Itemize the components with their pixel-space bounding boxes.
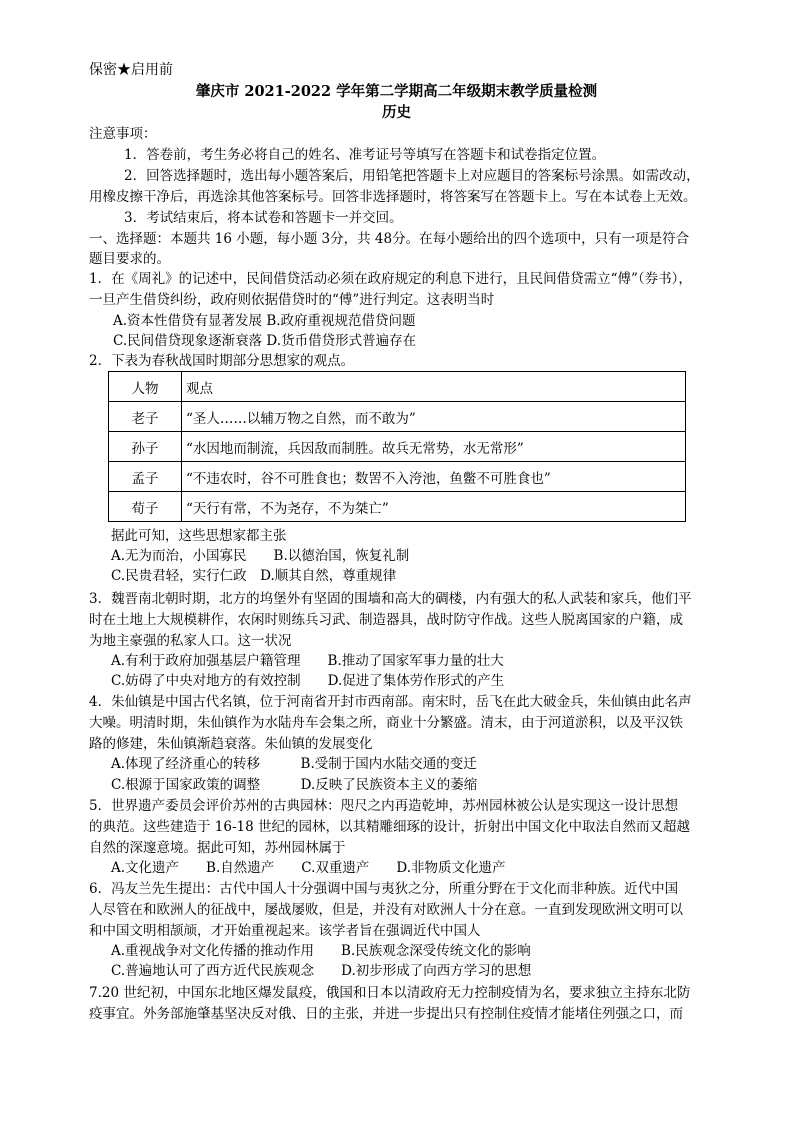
table-row bbox=[109, 402, 686, 432]
thinkers-table bbox=[108, 371, 686, 522]
q3-options-ab: A.有利于政府加强基层户籍管理 B.推动了国家军事力量的壮大 bbox=[111, 653, 504, 669]
q3-stem-line-3: 为地主豪强的私家人口。这一状况 bbox=[89, 633, 292, 649]
table-cell: 孟子 bbox=[109, 462, 182, 492]
table-cell: “不违农时，谷不可胜食也；数罟不入洿池，鱼鳖不可胜食也” bbox=[182, 462, 686, 492]
q4-options-ab: A.体现了经济重心的转移 B.受制于国内水陆交通的变迁 bbox=[111, 756, 477, 772]
q6-stem-line-1: 6．冯友兰先生提出：古代中国人十分强调中国与夷狄之分，所重分野在于文化而非种族。近代中国 bbox=[89, 881, 679, 897]
q3-stem-line-1: 3．魏晋南北朝时期，北方的坞堡外有坚固的围墙和高大的碉楼，内有强大的私人武装和家兵，他们平 bbox=[89, 591, 692, 607]
table-header-cell: 观点 bbox=[182, 372, 686, 402]
table-cell: 荀子 bbox=[109, 492, 182, 522]
q3-stem-line-2: 时在土地上大规模耕作，农闲时则练兵习武、制造器具，战时防守作战。这些人脱离国家的户籍，成 bbox=[89, 612, 683, 628]
q1-stem-line-1: 1．在《周礼》的记述中，民间借贷活动必须在政府规定的利息下进行，且民间借贷需立“傅”（券书）， bbox=[89, 271, 692, 287]
note-1: 1．答卷前，考生务必将自己的姓名、准考证号等填写在答题卡和试卷指定位置。 bbox=[124, 147, 606, 163]
q3-options-cd: C.妨碍了中央对地方的有效控制 D.促进了集体劳作形式的产生 bbox=[111, 673, 505, 689]
table-cell: 老子 bbox=[109, 402, 182, 432]
q1-options-ab: A.资本性借贷有显著发展 B.政府重视规范借贷问题 bbox=[113, 313, 416, 329]
confidential-mark: 保密★启用前 bbox=[89, 62, 173, 78]
exam-subject: 历史 bbox=[382, 104, 411, 121]
table-row bbox=[109, 432, 686, 462]
q4-stem-line-1: 4．朱仙镇是中国古代名镇，位于河南省开封市西南部。南宋时，岳飞在此大破金兵，朱仙镇由此名声 bbox=[89, 694, 692, 710]
q1-options-cd: C.民间借贷现象逐渐衰落 D.货币借贷形式普遍存在 bbox=[113, 333, 417, 349]
note-2-line-2: 用橡皮擦干净后，再选涂其他答案标号。回答非选择题时，将答案写在答题卡上。写在本试卷上无效。 bbox=[89, 189, 697, 205]
q2-options-cd: C.民贵君轻，实行仁政 D.顺其自然，尊重规律 bbox=[111, 568, 397, 584]
q2-options-ab: A.无为而治，小国寡民 B.以德治国，恢复礼制 bbox=[111, 548, 410, 564]
q4-stem-line-3: 路的修建，朱仙镇渐趋衰落。朱仙镇的发展变化 bbox=[89, 736, 373, 752]
table-header-row bbox=[109, 372, 686, 402]
q4-stem-line-2: 大噪。明清时期，朱仙镇作为水陆舟车会集之所，商业十分繁盛。清末，由于河道淤积，以及平汉铁 bbox=[89, 715, 683, 731]
table-cell: “天行有常，不为尧存，不为桀亡” bbox=[182, 492, 686, 522]
section-1-line-1: 一、选择题：本题共 16 小题，每小题 3分，共 48分。在每小题给出的四个选项中，只有一项是符合 bbox=[89, 231, 690, 247]
exam-title: 肇庆市 2021-2022 学年第二学期高二年级期末教学质量检测 bbox=[195, 83, 598, 100]
table-row bbox=[109, 492, 686, 522]
q6-options-ab: A.重视战争对文化传播的推动作用 B.民族观念深受传统文化的影响 bbox=[111, 943, 531, 959]
q1-stem-line-2: 一旦产生借贷纠纷，政府则依据借贷时的“傅”进行判定。这表明当时 bbox=[89, 292, 495, 308]
q2-stem: 2．下表为春秋战国时期部分思想家的观点。 bbox=[89, 353, 355, 369]
q5-stem-line-2: 的典范。这些建造于 16-18 世纪的园林，以其精雕细琢的设计，折射出中国文化中取法自然而又超越 bbox=[89, 819, 690, 835]
q6-options-cd: C.普遍地认可了西方近代民族观念 D.初步形成了向西方学习的思想 bbox=[111, 963, 532, 979]
q4-options-cd: C.根源于国家政策的调整 D.反映了民族资本主义的萎缩 bbox=[111, 777, 478, 793]
q7-stem-line-2: 疫事宜。外务部施肇基坚决反对俄、日的主张，并进一步提出只有控制住疫情才能堵住列强之口，而 bbox=[89, 1006, 683, 1022]
table-cell: “水因地而制流，兵因敌而制胜。故兵无常势，水无常形” bbox=[182, 432, 686, 462]
q7-stem-line-1: 7.20 世纪初，中国东北地区爆发鼠疫，俄国和日本以清政府无力控制疫情为名，要求独立主持东北防 bbox=[89, 985, 691, 1001]
note-2-line-1: 2．回答选择题时，选出每小题答案后，用铅笔把答题卡上对应题目的答案标号涂黑。如需改动， bbox=[124, 168, 700, 184]
table-cell: “圣人……以辅万物之自然，而不敢为” bbox=[182, 402, 686, 432]
q5-stem-line-3: 自然的深邃意境。据此可知，苏州园林属于 bbox=[89, 840, 346, 856]
q6-stem-line-2: 人尽管在和欧洲人的征战中，屡战屡败，但是，并没有对欧洲人十分在意。一直到发现欧洲文明可以 bbox=[89, 902, 683, 918]
table-row bbox=[109, 462, 686, 492]
q5-stem-line-1: 5．世界遗产委员会评价苏州的古典园林：咫尺之内再造乾坤，苏州园林被公认是实现这一设计思想 bbox=[89, 798, 679, 814]
note-3: 3．考试结束后，将本试卷和答题卡一并交回。 bbox=[124, 210, 403, 226]
q2-question: 据此可知，这些思想家都主张 bbox=[111, 528, 287, 544]
table-cell: 孙子 bbox=[109, 432, 182, 462]
section-1-line-2: 题目要求的。 bbox=[89, 251, 170, 267]
q5-options: A.文化遗产 B.自然遗产 C.双重遗产 D.非物质文化遗产 bbox=[111, 860, 506, 876]
q6-stem-line-3: 和中国文明相颉颃，才开始重视起来。该学者旨在强调近代中国人 bbox=[89, 923, 481, 939]
notes-heading: 注意事项： bbox=[89, 126, 157, 142]
table-header-cell: 人物 bbox=[109, 372, 182, 402]
